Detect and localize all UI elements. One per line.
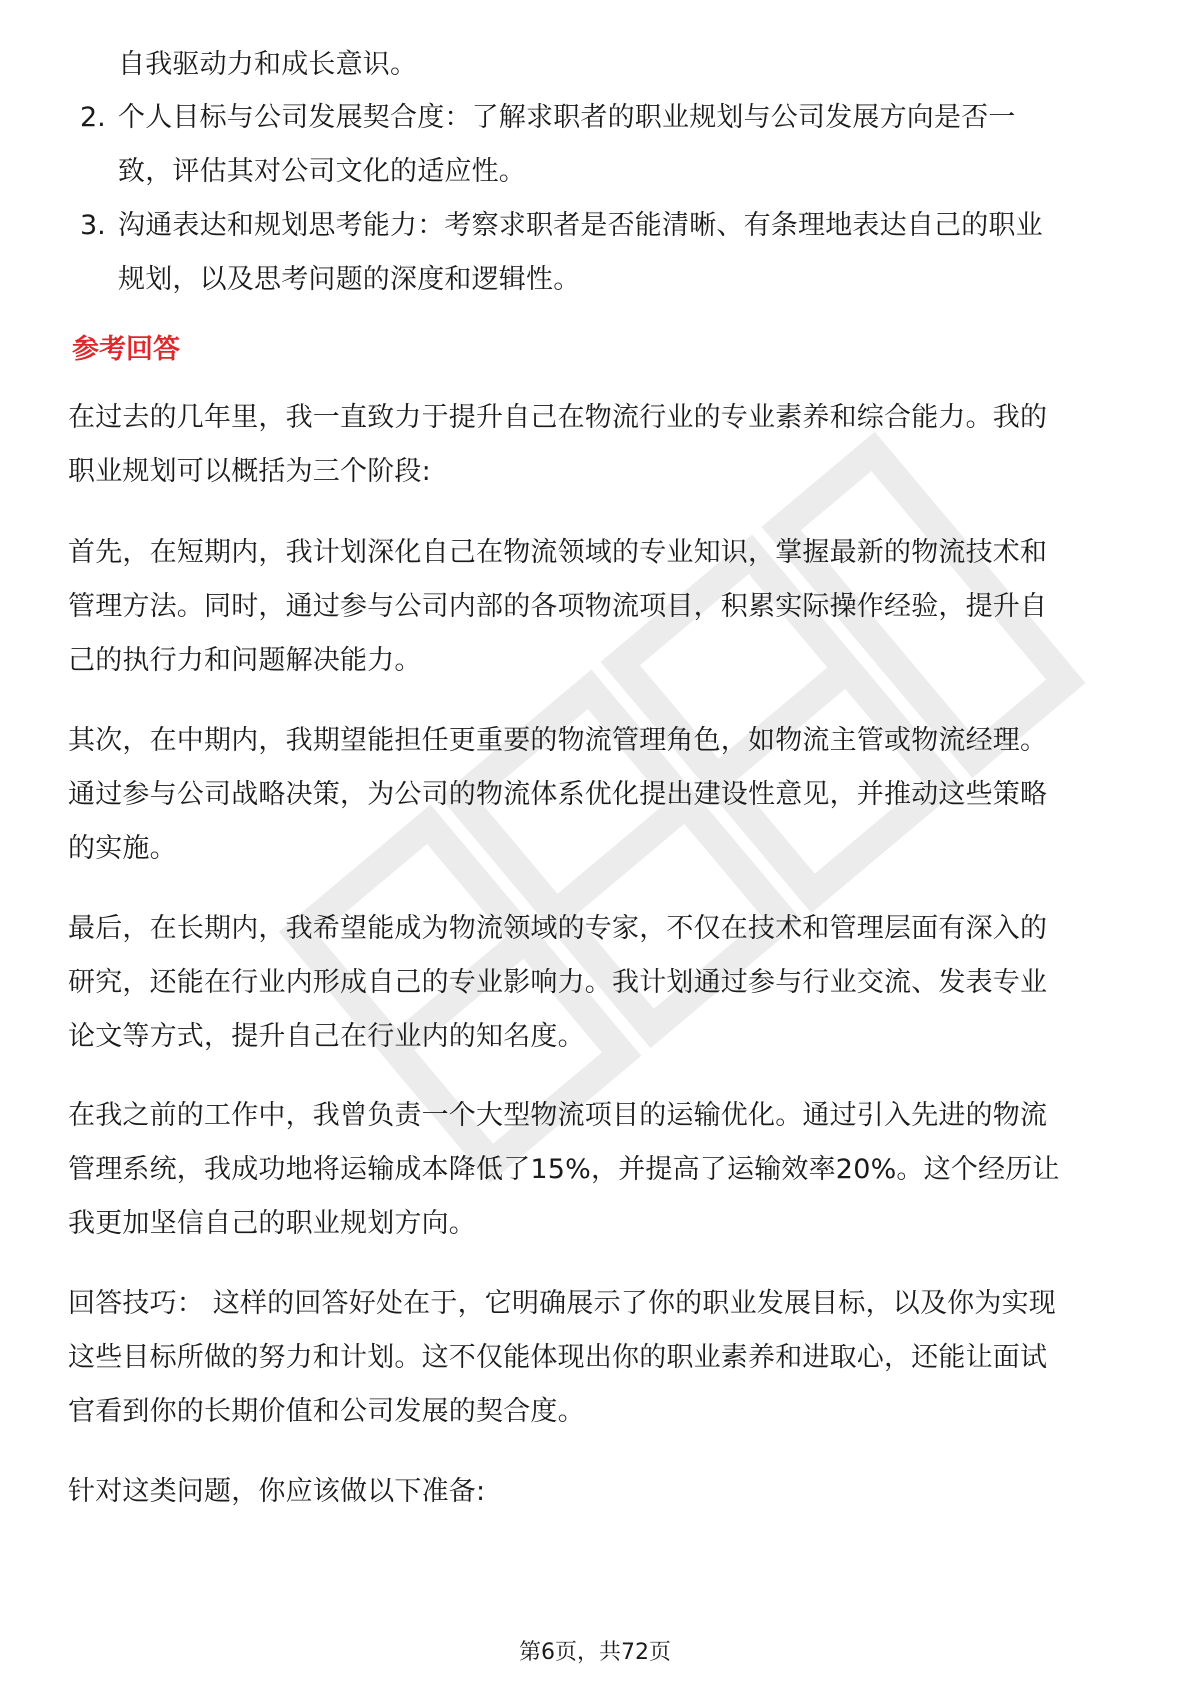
paragraph-line: 己的执行力和问题解决能力。 — [68, 645, 422, 676]
paragraph-line: 最后，在长期内，我希望能成为物流领域的专家，不仅在技术和管理层面有深入的 — [68, 913, 1048, 944]
list-continuation: 自我驱动力和成长意识。 — [118, 49, 418, 80]
paragraph-line: 我更加坚信自己的职业规划方向。 — [68, 1208, 476, 1239]
paragraph-line: 官看到你的长期价值和公司发展的契合度。 — [68, 1396, 585, 1427]
paragraph-line: 回答技巧： 这样的回答好处在于，它明确展示了你的职业发展目标，以及你为实现 — [68, 1288, 1056, 1319]
paragraph-line: 研究，还能在行业内形成自己的专业影响力。我计划通过参与行业交流、发表专业 — [68, 967, 1048, 998]
paragraph-line: 在我之前的工作中，我曾负责一个大型物流项目的运输优化。通过引入先进的物流 — [68, 1100, 1048, 1131]
page-footer: 第6页，共72页 — [519, 1640, 671, 1665]
paragraph-line: 论文等方式，提升自己在行业内的知名度。 — [68, 1021, 585, 1052]
list-number: 3. — [80, 210, 106, 241]
list-item-line: 规划，以及思考问题的深度和逻辑性。 — [118, 264, 581, 295]
paragraph-line: 针对这类问题，你应该做以下准备: — [68, 1476, 486, 1507]
section-heading: 参考回答 — [72, 334, 180, 365]
list-number: 2. — [80, 102, 106, 133]
paragraph-line: 其次，在中期内，我期望能担任更重要的物流管理角色，如物流主管或物流经理。 — [68, 725, 1048, 756]
paragraph-line: 管理系统，我成功地将运输成本降低了15%，并提高了运输效率20%。这个经历让 — [68, 1154, 1060, 1185]
list-item-line: 个人目标与公司发展契合度：了解求职者的职业规划与公司发展方向是否一 — [118, 102, 1016, 133]
list-item-line: 致，评估其对公司文化的适应性。 — [118, 156, 526, 187]
paragraph-line: 的实施。 — [68, 833, 177, 864]
paragraph-line: 职业规划可以概括为三个阶段: — [68, 456, 431, 487]
paragraph-line: 管理方法。同时，通过参与公司内部的各项物流项目，积累实际操作经验，提升自 — [68, 591, 1048, 622]
paragraph-line: 这些目标所做的努力和计划。这不仅能体现出你的职业素养和进取心，还能让面试 — [68, 1342, 1048, 1373]
paragraph-line: 通过参与公司战略决策，为公司的物流体系优化提出建设性意见，并推动这些策略 — [68, 779, 1048, 810]
paragraph-line: 在过去的几年里，我一直致力于提升自己在物流行业的专业素养和综合能力。我的 — [68, 402, 1048, 433]
list-item-line: 沟通表达和规划思考能力：考察求职者是否能清晰、有条理地表达自己的职业 — [118, 210, 1043, 241]
paragraph-line: 首先，在短期内，我计划深化自己在物流领域的专业知识，掌握最新的物流技术和 — [68, 537, 1048, 568]
